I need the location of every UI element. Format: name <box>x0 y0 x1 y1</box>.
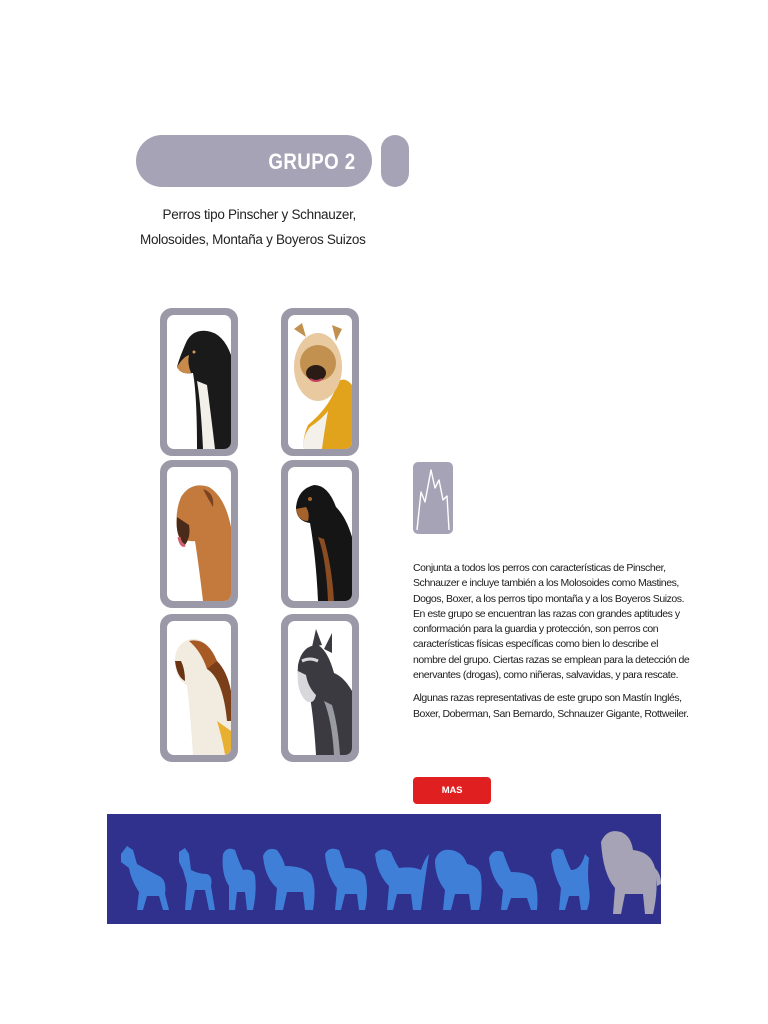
description-line: Schnauzer e incluye también a los Molosoides como Mastines, <box>413 577 679 590</box>
schnauzer-photo <box>281 614 359 762</box>
group-banner <box>136 135 372 187</box>
dog-silhouette-icon <box>223 849 256 910</box>
representative-breeds-line: Boxer, Doberman, San Bernardo, Schnauzer Gigante, Rottweiler. <box>413 707 689 720</box>
representative-breeds-line: Algunas razas representativas de este grupo son Mastín Inglés, <box>413 692 682 705</box>
dog-silhouette-icon <box>263 849 315 910</box>
more-info-button[interactable]: MAS <box>413 777 491 804</box>
mastiff-photo <box>160 460 238 608</box>
description-line: conformación para la guardia y protección, son perros con <box>413 623 659 636</box>
subtitle-line: Molosoides, Montaña y Boyeros Suizos <box>140 232 366 247</box>
dog-silhouette-icon <box>375 849 429 910</box>
bulldog-photo <box>281 308 359 456</box>
rottweiler-photo <box>281 460 359 608</box>
bernese-mountain-dog-photo <box>160 308 238 456</box>
description-line: Dogos, Boxer, a los perros tipo montaña y a los Boyeros Suizos. <box>413 592 685 605</box>
banner-end-dot <box>381 135 409 187</box>
dog-silhouette-icon <box>325 849 367 910</box>
dog-silhouette-icon <box>489 851 538 910</box>
description-line: Conjunta a todos los perros con características de Pinscher, <box>413 562 666 574</box>
mountain-icon <box>413 462 453 534</box>
description-line: características físicas específicas como bien lo describe el <box>413 638 658 651</box>
dog-silhouette-highlight-icon <box>601 831 661 914</box>
dog-silhouette-icon <box>551 849 590 910</box>
group-subtitle <box>140 202 366 252</box>
description-line: enervantes (drogas), como niñeras, salvavidas, y para rescate. <box>413 669 679 682</box>
footer-dog-silhouettes-band <box>107 814 661 924</box>
description-line: En este grupo se encuentran las razas con grandes aptitudes y <box>413 607 680 620</box>
group-description <box>413 561 690 722</box>
subtitle-line: Perros tipo Pinscher y Schnauzer, <box>162 207 356 222</box>
dog-silhouette-icon <box>435 850 482 910</box>
dog-silhouette-icon <box>179 848 215 910</box>
saint-bernard-photo <box>160 614 238 762</box>
group-title: GRUPO 2 <box>268 149 356 174</box>
dog-silhouette-icon <box>121 846 169 910</box>
description-line: nombre del grupo. Ciertas razas se emplean para la detección de <box>413 653 690 666</box>
